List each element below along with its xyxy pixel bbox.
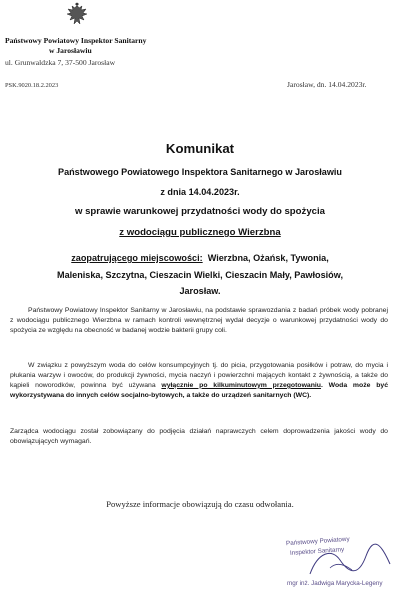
stamp-line-1: Państwowy Powiatowy — [285, 535, 350, 548]
title-issuer: Państwowego Powiatowego Inspektora Sanitarnego w Jarosławiu — [58, 167, 342, 177]
supply-places-2: Maleniska, Szczytna, Cieszacin Wielki, Cieszacin Mały, Pawłosiów, — [57, 269, 343, 280]
paragraph-decision-text: Państwowy Powiatowy Inspektor Sanitarny w Jarosławiu, na podstawie sprawozdania z badań próbek wody pobranej z wodociągu publicznego Wierzbna w ramach kontroli wewnętrznej wydał decyzje o warunkowej przydatności wody do spożycia ze względu na obecność w badanej wodzie bakterii grupy coli. — [10, 307, 388, 334]
supply-places-3: Jarosław. — [179, 286, 221, 296]
paragraph-instructions — [10, 361, 388, 401]
other-uses-notice: . Woda może być wykorzystywana do innych celów socjalno-bytowych, a także do urządzeń sanitarnych (WC). — [10, 381, 388, 399]
supply-places-1: Wierzbna, Ożańsk, Tywonia, — [207, 253, 329, 263]
title-waterworks: z wodociągu publicznego Wierzbna — [119, 227, 281, 238]
document-title: Komunikat — [165, 141, 235, 156]
title-subject: w sprawie warunkowej przydatności wody do spożycia — [74, 206, 326, 217]
place-and-date: Jarosław, dn. 14.04.2023r. — [287, 80, 367, 89]
title-date: z dnia 14.04.2023r. — [160, 187, 240, 197]
paragraph-decision — [10, 306, 388, 336]
institution-city: w Jarosławiu — [49, 46, 92, 55]
institution-address: ul. Grunwaldzka 7, 37-500 Jarosław — [5, 58, 116, 67]
boil-water-notice: wyłącznie po kilkuminutowym przegotowaniu — [161, 381, 321, 389]
validity-notice: Powyższe informacje obowiązują do czasu odwołania. — [106, 499, 294, 509]
official-stamp — [270, 534, 398, 594]
paragraph-remediation — [10, 427, 388, 447]
paragraph-remediation-text: Zarządca wodociągu został zobowiązany do podjęcia działań naprawczych celem doprowadzenia jakości wody do obowiązujących wymagań. — [10, 428, 388, 445]
signature-name: mgr inż. Jadwiga Marycka-Legeny — [287, 580, 383, 587]
paragraph-instructions-text: W związku z powyższym woda do celów konsumpcyjnych tj. do picia, przygotowania posiłków i potraw, do mycia i płukania warzyw i owoców, do produkcji żywności, mycia naczyń i powierzchni mających kontakt z żywnością, a także do kąpieli noworodków, powinna być używana — [10, 362, 388, 389]
supply-label: zaopatrującego miejscowości: — [71, 253, 203, 263]
stamp-line-2: Inspektor Sanitarny — [289, 546, 345, 557]
reference-number: PSK.9020.18.2.2023 — [5, 82, 59, 89]
supply-area — [28, 250, 372, 300]
eagle-emblem-icon — [64, 2, 90, 28]
institution-name: Państwowy Powiatowy Inspektor Sanitarny — [5, 36, 147, 45]
